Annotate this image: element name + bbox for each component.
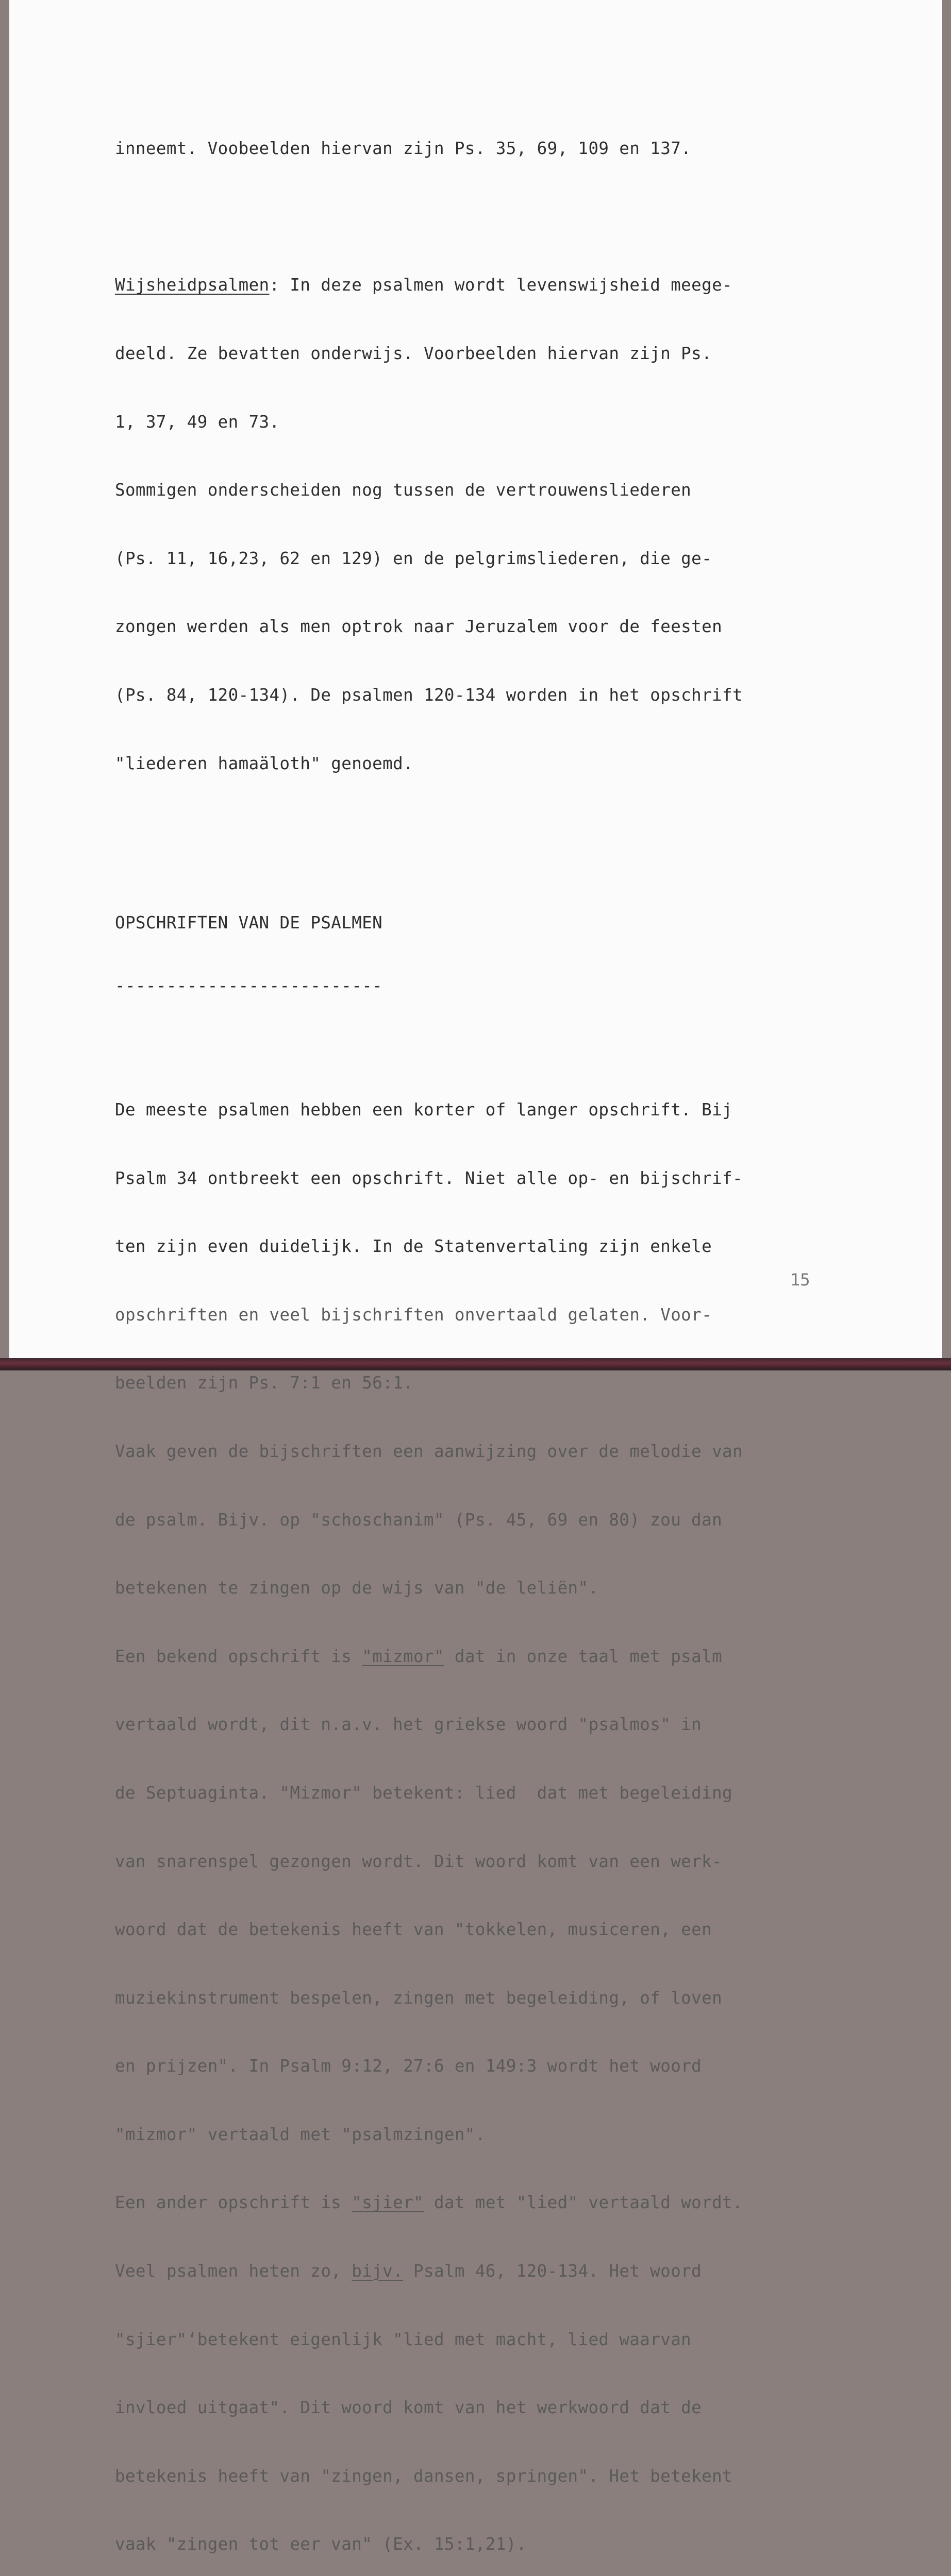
text-line: 1, 37, 49 en 73. [115, 412, 280, 432]
text-line: invloed uitgaat". Dit woord komt van het werkwoord dat de [115, 2398, 702, 2418]
text-line: beelden zijn Ps. 7:1 en 56:1. [115, 1373, 414, 1393]
text-line: (Ps. 84, 120-134). De psalmen 120-134 worden in het opschrift [115, 685, 743, 705]
page-number: 15 [790, 1270, 810, 1290]
text-line: Een ander opschrift is "sjier" dat met "lied" vertaald wordt. [115, 2193, 743, 2213]
term-bijv: bijv. [352, 2261, 404, 2281]
text-line: van snarenspel gezongen wordt. Dit woord komt van een werk- [115, 1851, 723, 1871]
text-line: "liederen hamaäloth" genoemd. [115, 753, 414, 773]
binding-edge [0, 1358, 951, 1370]
text-line: inneemt. Voobeelden hiervan zijn Ps. 35, 69, 109 en 137. [115, 139, 692, 159]
text-line: De meeste psalmen hebben een korter of langer opschrift. Bij [115, 1099, 732, 1120]
term-mizmor: "mizmor" [362, 1646, 444, 1666]
text-line: de Septuaginta. "Mizmor" betekent: lied dat met begeleiding [115, 1783, 732, 1803]
document-page [9, 0, 942, 2554]
text-line: Wijsheidpsalmen: In deze psalmen wordt levenswijsheid meege- [115, 275, 732, 295]
term-wijsheidpsalmen: Wijsheidpsalmen [115, 275, 270, 295]
text-line: opschriften en veel bijschriften onvertaald gelaten. Voor- [115, 1304, 712, 1325]
text-line: betekenis heeft van "zingen, dansen, springen". Het betekent [115, 2466, 732, 2486]
text-line: Vaak geven de bijschriften een aanwijzing over de melodie van [115, 1441, 743, 1461]
text-line: Veel psalmen heten zo, bijv. Psalm 46, 120-134. Het woord [115, 2261, 702, 2281]
text-line: betekenen te zingen op de wijs van "de leliën". [115, 1578, 599, 1598]
term-sjier: "sjier" [352, 2193, 424, 2213]
text-line: en prijzen". In Psalm 9:12, 27:6 en 149:3 wordt het woord [115, 2056, 702, 2076]
section-heading: OPSCHRIFTEN VAN DE PSALMEN [115, 912, 383, 933]
text-line: Psalm 34 ontbreekt een opschrift. Niet alle op- en bijschrif- [115, 1168, 743, 1188]
text-line: (Ps. 11, 16,23, 62 en 129) en de pelgrimsliederen, die ge- [115, 548, 712, 568]
text-line: vaak "zingen tot eer van" (Ex. 15:1,21). [115, 2534, 527, 2554]
heading-dash-rule: -------------------------- [115, 976, 383, 996]
text-line: "mizmor" vertaald met "psalmzingen". [115, 2124, 486, 2144]
text-line: ten zijn even duidelijk. In de Statenvertaling zijn enkele [115, 1236, 712, 1257]
page-text [115, 92, 847, 2576]
text-line: muziekinstrument bespelen, zingen met begeleiding, of loven [115, 1988, 723, 2008]
text-line: vertaald wordt, dit n.a.v. het griekse woord "psalmos" in [115, 1715, 702, 1735]
text-line: de psalm. Bijv. op "schoschanim" (Ps. 45, 69 en 80) zou dan [115, 1510, 723, 1530]
text-line: Sommigen onderscheiden nog tussen de vertrouwensliederen [115, 480, 692, 500]
text-line: Een bekend opschrift is "mizmor" dat in onze taal met psalm [115, 1646, 723, 1666]
text-line: "sjier"‘betekent eigenlijk "lied met macht, lied waarvan [115, 2329, 692, 2349]
text-line: zongen werden als men optrok naar Jeruzalem voor de feesten [115, 617, 723, 637]
text-line: deeld. Ze bevatten onderwijs. Voorbeelden hiervan zijn Ps. [115, 344, 712, 363]
text-line: woord dat de betekenis heeft van "tokkelen, musiceren, een [115, 1920, 712, 1940]
